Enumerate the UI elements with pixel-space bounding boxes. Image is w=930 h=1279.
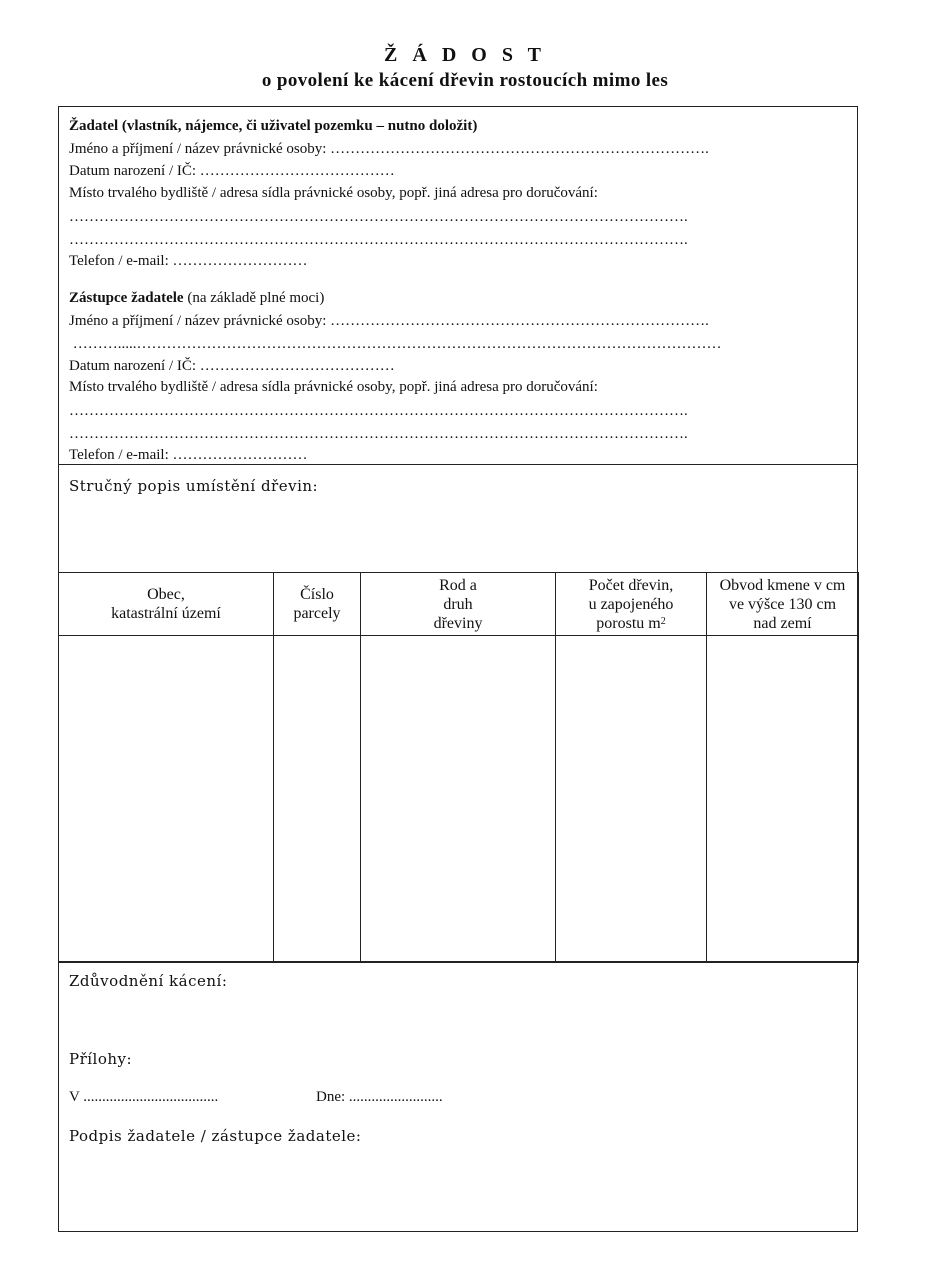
cell-count[interactable]: [556, 636, 707, 963]
column-header-trunk-girth-line-1: Obvod kmene v cm: [719, 576, 846, 594]
representative-contact-field[interactable]: Telefon / e-mail: ………………………: [69, 447, 308, 463]
column-header-count-superscript: 2: [660, 615, 666, 627]
reason-label: Zdůvodnění kácení:: [69, 972, 228, 990]
column-header-count-line-3: [556, 614, 706, 633]
trees-table: [58, 572, 859, 963]
column-header-count-line-2: u zapojeného: [588, 595, 674, 613]
column-header-count: [556, 573, 707, 636]
trees-table-section: [58, 572, 858, 962]
applicant-contact-field[interactable]: Telefon / e-mail: ………………………: [69, 253, 308, 269]
applicant-heading: Žadatel (vlastník, nájemce, či uživatel pozemku – nutno doložit): [69, 118, 478, 134]
column-header-species-line-2: druh: [443, 595, 473, 613]
representative-birth-field[interactable]: Datum narození / IČ: …………………………………: [69, 358, 395, 374]
applicant-address-label: Místo trvalého bydliště / adresa sídla právnické osoby, popř. jiná adresa pro doručování:: [69, 185, 598, 201]
applicant-address-line-2[interactable]: …………………………………………………………………………………………………………….: [69, 232, 688, 248]
representative-address-line-2[interactable]: …………………………………………………………………………………………………………….: [69, 426, 688, 442]
cell-species[interactable]: [361, 636, 556, 963]
applicant-address-line-1[interactable]: …………………………………………………………………………………………………………….: [69, 209, 688, 225]
representative-name-field[interactable]: Jméno a příjmení / název právnické osoby: ………………………………………………………………….: [69, 313, 709, 329]
attachments-label: Přílohy:: [69, 1050, 133, 1068]
place-field[interactable]: V ....................................: [69, 1089, 219, 1105]
column-header-species-line-1: Rod a: [439, 576, 477, 594]
column-header-species: [361, 573, 556, 636]
location-section[interactable]: [58, 464, 858, 573]
justification-section: [58, 961, 858, 1232]
form-subtitle: o povolení ke kácení dřevin rostoucích mimo les: [261, 70, 669, 91]
applicant-name-field[interactable]: Jméno a příjmení / název právnické osoby: ………………………………………………………………….: [69, 141, 709, 157]
column-header-trunk-girth-line-2: ve výšce 130 cm: [728, 595, 837, 613]
column-header-parcel: [274, 573, 361, 636]
column-header-parcel-line-1: Číslo: [300, 586, 334, 603]
cell-parcel[interactable]: [274, 636, 361, 963]
column-header-municipality-line-1: Obec,: [147, 586, 185, 603]
representative-heading: [69, 289, 324, 307]
cell-trunk-girth[interactable]: [707, 636, 859, 963]
column-header-parcel-line-2: parcely: [293, 605, 341, 622]
applicant-birth-field[interactable]: Datum narození / IČ: …………………………………: [69, 163, 395, 179]
column-header-trunk-girth-line-3: nad zemí: [753, 614, 812, 632]
column-header-count-unit: porostu m: [596, 614, 661, 632]
form-title: Ž Á D O S T: [384, 44, 546, 66]
representative-address-line-1[interactable]: …………………………………………………………………………………………………………….: [69, 403, 688, 419]
location-label: Stručný popis umístění dřevin:: [69, 477, 319, 495]
representative-address-label: Místo trvalého bydliště / adresa sídla právnické osoby, popř. jiná adresa pro doručování:: [69, 379, 598, 395]
date-field[interactable]: Dne: .........................: [316, 1089, 443, 1105]
representative-name-line-2[interactable]: ……….....………………………………………………………………………………………………………: [69, 336, 722, 352]
representative-heading-note: (na základě plné moci): [183, 290, 325, 306]
table-row: [59, 636, 859, 963]
column-header-count-line-1: Počet dřevin,: [588, 576, 674, 594]
column-header-municipality: [59, 573, 274, 636]
table-header-row: [59, 573, 859, 636]
applicant-section: [58, 106, 858, 465]
cell-municipality[interactable]: [59, 636, 274, 963]
signature-label: Podpis žadatele / zástupce žadatele:: [69, 1127, 362, 1145]
column-header-trunk-girth: [707, 573, 859, 636]
column-header-species-line-3: dřeviny: [433, 614, 483, 632]
representative-heading-bold: Zástupce žadatele: [69, 290, 184, 306]
column-header-municipality-line-2: katastrální území: [111, 605, 221, 622]
